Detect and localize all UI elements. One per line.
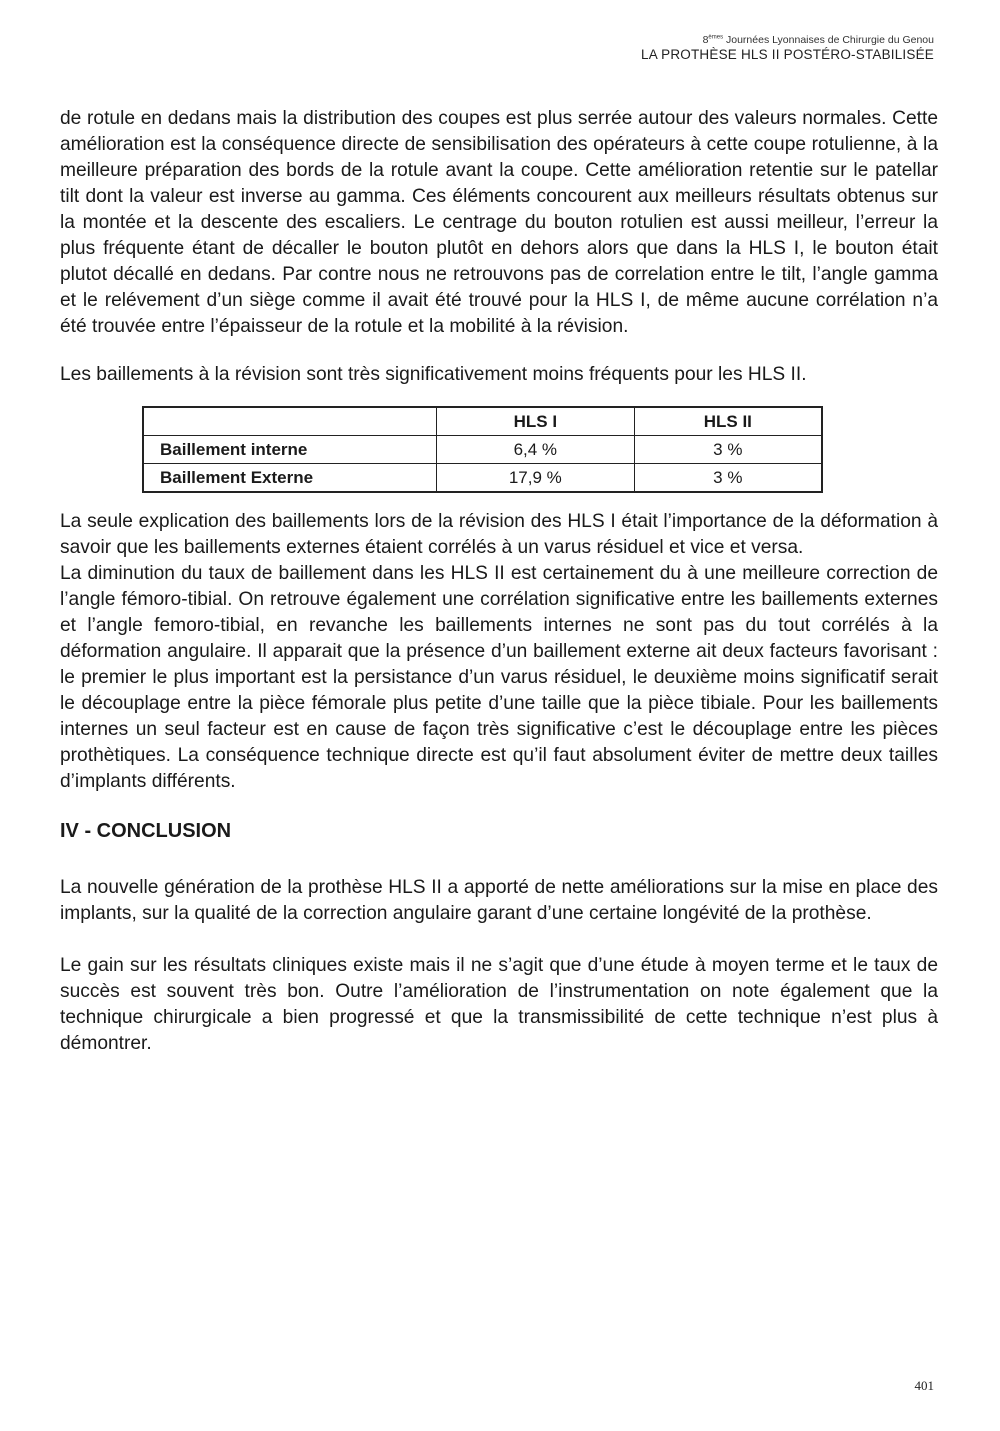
- table-cell-hls1: 17,9 %: [437, 464, 635, 493]
- table-header-hls2: HLS II: [634, 407, 822, 436]
- header-edition-suffix: èmes: [708, 34, 724, 41]
- conclusion-heading: IV - CONCLUSION: [60, 820, 232, 842]
- header-title: LA PROTHÈSE HLS II POSTÉRO-STABILISÉE: [641, 47, 934, 63]
- paragraph-conclusion-1: La nouvelle génération de la prothèse HLS II a apporté de nette améliorations sur la mise en place des implants, sur la qualité de la correction angulaire garant d’une certaine longévité de la prothèse.: [60, 877, 938, 924]
- baillement-table-wrapper: [142, 406, 938, 493]
- table-header-hls1: HLS I: [437, 407, 635, 436]
- table-cell-hls2: 3 %: [634, 464, 822, 493]
- running-header: [641, 34, 934, 64]
- page-number: 401: [914, 1378, 934, 1393]
- table-row-label: Baillement interne: [143, 436, 437, 464]
- table-header-row: [143, 407, 822, 436]
- table-cell-hls1: 6,4 %: [437, 436, 635, 464]
- baillement-table: [142, 406, 823, 493]
- header-event-line: [641, 34, 934, 47]
- paragraph-baillements-intro: Les baillements à la révision sont très significativement moins fréquents pour les HLS II.: [60, 364, 807, 385]
- table-row-label: Baillement Externe: [143, 464, 437, 493]
- paragraph-diminution: La diminution du taux de baillement dans les HLS II est certainement du à une meilleure correction de l’angle fémoro-tibial. On retrouve également une corrélation significative entre les baillements externes et l’angle femoro-tibial, en revanche les baillements internes ne sont pas du tout corrélés à la déformation angulaire. Il apparait que la présence d’un baillement externe ait deux facteurs favorisant : le premier le plus important est la persistance d’un varus résiduel, le deuxième moins significatif serait le découplage entre la pièce fémorale plus petite d’une taille que la pièce tibiale. Pour les baillements internes un seul facteur est en cause de façon très significative c’est le découplage entre les pièces prothètiques. La conséquence technique directe est qu’il faut absolument éviter de mettre deux tailles d’implants différents.: [60, 563, 938, 792]
- table-row: [143, 464, 822, 493]
- paragraph-conclusion-2: Le gain sur les résultats cliniques existe mais il ne s’agit que d’une étude à moyen terme et le taux de succès est souvent très bon. Outre l’amélioration de l’instrumentation on note également que la technique chirurgicale a bien progressé et que la transmissibilité de cette technique n’est plus à démontrer.: [60, 955, 938, 1054]
- header-edition: 8: [702, 34, 709, 46]
- page-content: [60, 106, 938, 1057]
- header-event: Journées Lyonnaises de Chirurgie du Genou: [723, 34, 934, 46]
- table-cell-hls2: 3 %: [634, 436, 822, 464]
- paragraph-intro: de rotule en dedans mais la distribution des coupes est plus serrée autour des valeurs normales. Cette amélioration est la conséquence directe de sensibilisation des opérateurs à cette coupe rotulienne, à la meilleure préparation des bords de la rotule avant la coupe. Cette amélioration retentie sur le patellar tilt dont la valeur est inverse au gamma. Ces éléments concourent aux meilleurs résultats obtenus sur la montée et la descente des escaliers. Le centrage du bouton rotulien est aussi meilleur, l’erreur la plus fréquente étant de décaller le bouton plutôt en dehors alors que dans la HLS I, le bouton était plutot décallé en dedans. Par contre nous ne retrouvons pas de correlation entre le tilt, l’angle gamma et le relévement d’un siège comme il avait été trouvé pour la HLS I, de même aucune corrélation n’a été trouvée entre l’épaisseur de la rotule et la mobilité à la révision.: [60, 108, 938, 337]
- table-row: [143, 436, 822, 464]
- table-header-empty: [143, 407, 437, 436]
- paragraph-explication: La seule explication des baillements lors de la révision des HLS I était l’importance de la déformation à savoir que les baillements externes étaient corrélés à un varus résiduel et vice et versa.: [60, 511, 938, 558]
